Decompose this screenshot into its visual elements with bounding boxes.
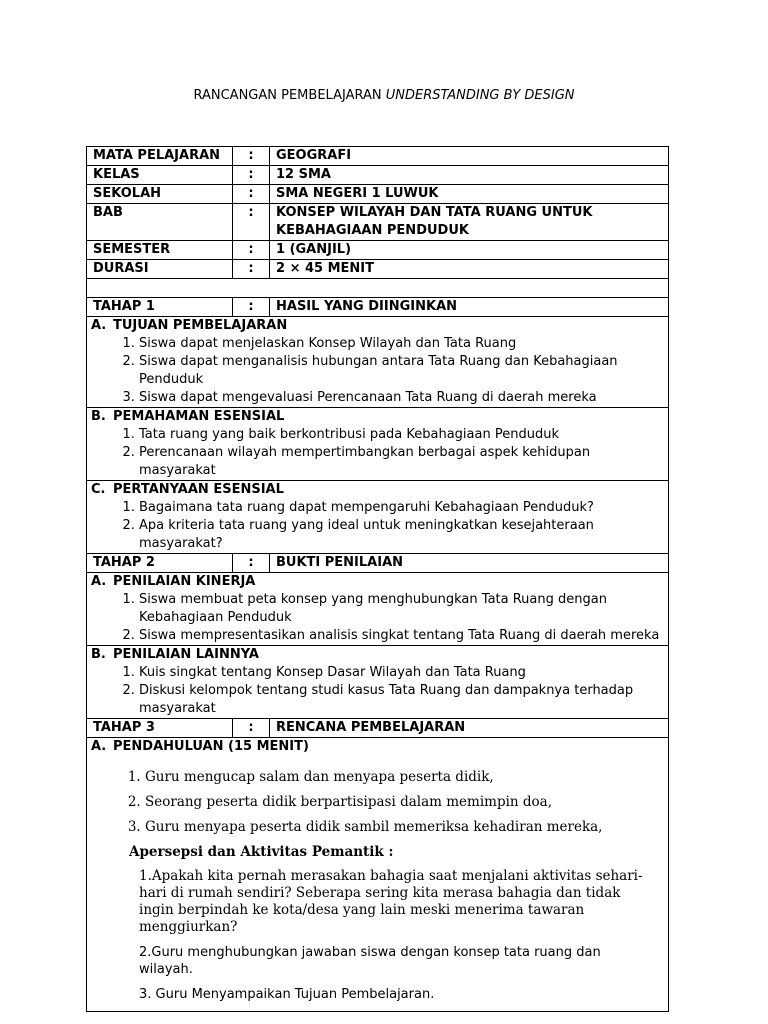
colon: : — [233, 241, 270, 260]
tahap-3-value: RENCANA PEMBELAJARAN — [270, 719, 669, 738]
value-durasi: 2 × 45 MENIT — [270, 260, 669, 279]
section-letter: A. — [91, 318, 107, 333]
item-list — [91, 664, 662, 718]
row-kelas — [87, 166, 669, 185]
row-tahap-1 — [87, 298, 669, 317]
apersepsi-question-1: 1.Apakah kita pernah merasakan bahagia saat menjalani aktivitas sehari-hari di rumah sendiri? Seberapa sering kita merasa bahagia dan tidak ingin berpindah ke kota/desa yang lain meski menerima tawaran menggiurkan? — [139, 868, 643, 935]
list-item: 2. Perencanaan wilayah mempertimbangkan berbagai aspek kehidupan masyarakat — [139, 444, 662, 480]
title-italic: UNDERSTANDING BY DESIGN — [385, 88, 575, 103]
list-item: 1. Guru mengucap salam dan menyapa peserta didik, — [145, 768, 662, 786]
section-letter: A. — [91, 574, 107, 589]
activity-list — [91, 768, 662, 836]
tahap-3-label: TAHAP 3 — [87, 719, 233, 738]
spacer-cell — [87, 279, 669, 298]
section-heading — [91, 738, 662, 756]
list-item: 2. Seorang peserta didik berpartisipasi dalam memimpin doa, — [145, 793, 662, 811]
row-tahap-2 — [87, 554, 669, 573]
colon: : — [233, 719, 270, 738]
row-durasi — [87, 260, 669, 279]
spacer-row — [87, 279, 669, 298]
tahap-2-value: BUKTI PENILAIAN — [270, 554, 669, 573]
apersepsi-question-3: 3. Guru Menyampaikan Tujuan Pembelajaran. — [139, 987, 435, 1002]
section-heading — [91, 481, 662, 499]
section-cell — [87, 738, 669, 1012]
colon: : — [233, 298, 270, 317]
list-item: 1. Siswa dapat menjelaskan Konsep Wilayah dan Tata Ruang — [139, 335, 662, 353]
section-tujuan-pembelajaran — [87, 317, 669, 408]
lesson-plan-table — [86, 146, 669, 1012]
section-letter: A. — [91, 739, 107, 754]
list-item: 1. Siswa membuat peta konsep yang menghubungkan Tata Ruang dengan Kebahagiaan Penduduk — [139, 591, 662, 627]
colon: : — [233, 260, 270, 279]
list-item: 1. Tata ruang yang baik berkontribusi pada Kebahagiaan Penduduk — [139, 426, 662, 444]
colon: : — [233, 204, 270, 241]
item-list — [91, 426, 662, 480]
value-bab: KONSEP WILAYAH DAN TATA RUANG UNTUK KEBAHAGIAAN PENDUDUK — [270, 204, 669, 241]
label-mata-pelajaran: MATA PELAJARAN — [87, 147, 233, 166]
section-title: PENILAIAN KINERJA — [113, 574, 256, 589]
label-semester: SEMESTER — [87, 241, 233, 260]
item-list — [91, 499, 662, 553]
value-mata-pelajaran: GEOGRAFI — [270, 147, 669, 166]
apersepsi-heading: Apersepsi dan Aktivitas Pemantik : — [129, 844, 394, 860]
row-mata-pelajaran — [87, 147, 669, 166]
section-penilaian-kinerja — [87, 573, 669, 646]
section-penilaian-lainnya — [87, 646, 669, 719]
section-letter: B. — [91, 647, 106, 662]
list-item: 3. Siswa dapat mengevaluasi Perencanaan Tata Ruang di daerah mereka — [139, 389, 662, 407]
list-item: 2. Siswa dapat menganalisis hubungan antara Tata Ruang dan Kebahagiaan Penduduk — [139, 353, 662, 389]
list-item: 2. Diskusi kelompok tentang studi kasus Tata Ruang dan dampaknya terhadap masyarakat — [139, 682, 662, 718]
document-title — [0, 87, 768, 105]
section-letter: B. — [91, 409, 106, 424]
label-sekolah: SEKOLAH — [87, 185, 233, 204]
section-pertanyaan-esensial — [87, 481, 669, 554]
section-pemahaman-esensial — [87, 408, 669, 481]
section-heading — [91, 317, 662, 335]
section-title: TUJUAN PEMBELAJARAN — [113, 318, 288, 333]
row-semester — [87, 241, 669, 260]
item-list — [91, 335, 662, 407]
apersepsi-question-2: 2.Guru menghubungkan jawaban siswa dengan konsep tata ruang dan wilayah. — [139, 945, 601, 977]
label-kelas: KELAS — [87, 166, 233, 185]
row-tahap-3 — [87, 719, 669, 738]
section-title: PENDAHULUAN (15 MENIT) — [113, 739, 309, 754]
tahap-1-value: HASIL YANG DIINGINKAN — [270, 298, 669, 317]
colon: : — [233, 554, 270, 573]
colon: : — [233, 185, 270, 204]
tahap-1-label: TAHAP 1 — [87, 298, 233, 317]
section-heading — [91, 408, 662, 426]
section-cell — [87, 646, 669, 719]
list-item: 2. Siswa mempresentasikan analisis singkat tentang Tata Ruang di daerah mereka — [139, 627, 662, 645]
section-title: PERTANYAAN ESENSIAL — [113, 482, 284, 497]
label-durasi: DURASI — [87, 260, 233, 279]
section-title: PENILAIAN LAINNYA — [113, 647, 259, 662]
value-semester: 1 (GANJIL) — [270, 241, 669, 260]
row-sekolah — [87, 185, 669, 204]
row-bab — [87, 204, 669, 241]
value-kelas: 12 SMA — [270, 166, 669, 185]
section-heading — [91, 573, 662, 591]
section-heading — [91, 646, 662, 664]
colon: : — [233, 166, 270, 185]
section-cell — [87, 408, 669, 481]
item-list — [91, 591, 662, 645]
section-pendahuluan — [87, 738, 669, 1012]
value-sekolah: SMA NEGERI 1 LUWUK — [270, 185, 669, 204]
section-cell — [87, 573, 669, 646]
list-item: 1. Bagaimana tata ruang dapat mempengaruhi Kebahagiaan Penduduk? — [139, 499, 662, 517]
section-cell — [87, 481, 669, 554]
section-title: PEMAHAMAN ESENSIAL — [113, 409, 285, 424]
section-cell — [87, 317, 669, 408]
list-item: 1. Kuis singkat tentang Konsep Dasar Wilayah dan Tata Ruang — [139, 664, 662, 682]
list-item: 3. Guru menyapa peserta didik sambil memeriksa kehadiran mereka, — [145, 818, 662, 836]
list-item: 2. Apa kriteria tata ruang yang ideal untuk meningkatkan kesejahteraan masyarakat? — [139, 517, 662, 553]
section-letter: C. — [91, 482, 106, 497]
label-bab: BAB — [87, 204, 233, 241]
tahap-2-label: TAHAP 2 — [87, 554, 233, 573]
title-main: RANCANGAN PEMBELAJARAN — [193, 88, 382, 103]
colon: : — [233, 147, 270, 166]
